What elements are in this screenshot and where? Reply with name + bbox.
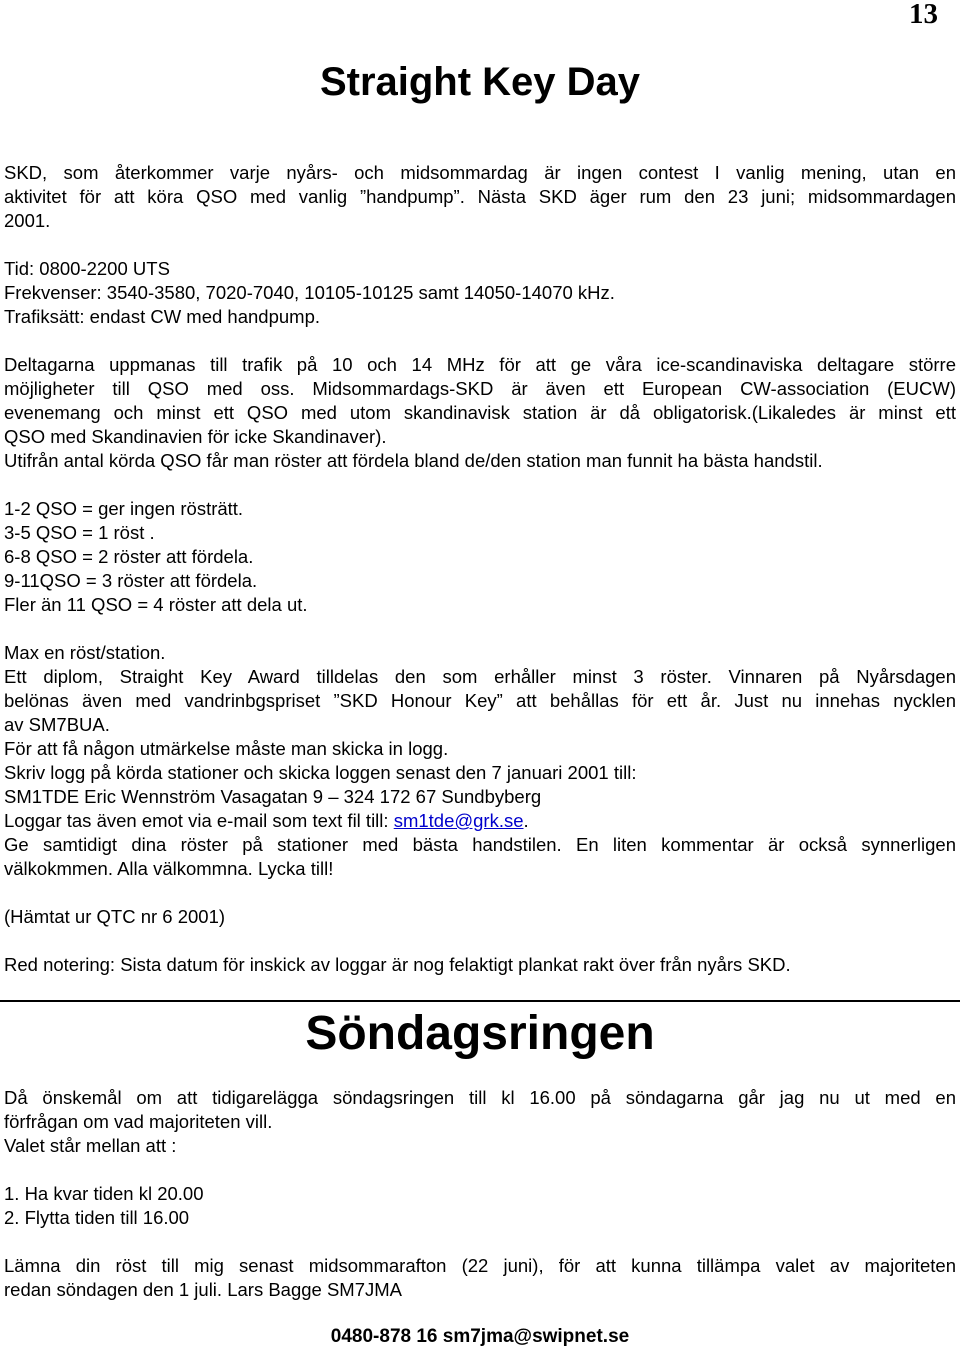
paragraph-line: Valet står mellan att :: [4, 1135, 177, 1156]
section-divider: [0, 1000, 960, 1002]
vote-rule: Fler än 11 QSO = 4 röster att dela ut.: [4, 594, 308, 615]
email-link[interactable]: sm1tde@grk.se: [393, 810, 524, 831]
paragraph-line: Då önskemål om att tidigarelägga söndagsringen till kl 16.00 på söndagarna går jag nu ut med en: [4, 1087, 956, 1108]
vote-rule: 3-5 QSO = 1 röst .: [4, 522, 155, 543]
postal-address: SM1TDE Eric Wennström Vasagatan 9 – 324 172 67 Sundbyberg: [4, 786, 542, 807]
paragraph-line: belönas även med vandrinbgspriset ”SKD Honour Key” att behållas för ett år. Just nu innehas nycklen: [4, 690, 956, 711]
detail-time: Tid: 0800-2200 UTS: [4, 258, 170, 279]
email-suffix: .: [523, 810, 529, 831]
paragraph-line: evenemang och minst ett QSO med utom skandinavisk station är då obligatorisk.(Likaledes är minst ett: [4, 402, 956, 423]
footer-contact: 0480-878 16 sm7jma@swipnet.se: [330, 1326, 630, 1347]
source-note: (Hämtat ur QTC nr 6 2001): [4, 906, 226, 927]
section-title: Söndagsringen: [305, 1007, 655, 1060]
paragraph-line: Max en röst/station.: [4, 642, 166, 663]
page-number: 13: [909, 0, 938, 30]
vote-rule: 6-8 QSO = 2 röster att fördela.: [4, 546, 254, 567]
paragraph-line: aktivitet för att köra QSO med vanlig ”handpump”. Nästa SKD äger rum den 23 juni; midsommardagen: [4, 186, 956, 207]
paragraph-line: redan söndagen den 1 juli. Lars Bagge SM7JMA: [4, 1279, 403, 1300]
vote-rule: 1-2 QSO = ger ingen rösträtt.: [4, 498, 244, 519]
paragraph-line: Ge samtidigt dina röster på stationer med bästa handstilen. En liten kommentar är också synnerligen: [4, 834, 956, 855]
paragraph-line: välkokmmen. Alla välkommna. Lycka till!: [4, 858, 334, 879]
list-item: 2. Flytta tiden till 16.00: [4, 1207, 190, 1228]
list-item: 1. Ha kvar tiden kl 20.00: [4, 1183, 204, 1204]
page-title: Straight Key Day: [319, 60, 641, 104]
paragraph-line: För att få någon utmärkelse måste man skicka in logg.: [4, 738, 449, 759]
red-note: Red notering: Sista datum för inskick av loggar är nog felaktigt plankat rakt över från nyårs SKD.: [4, 954, 791, 975]
paragraph-line: förfrågan om vad majoriteten vill.: [4, 1111, 273, 1132]
paragraph-line: Lämna din röst till mig senast midsommarafton (22 juni), för att kunna tillämpa valet av majoriteten: [4, 1255, 956, 1276]
vote-rule: 9-11QSO = 3 röster att fördela.: [4, 570, 258, 591]
paragraph-line: Utifrån antal körda QSO får man röster att fördela bland de/den station man funnit ha bästa handstil.: [4, 450, 823, 471]
email-prefix: Loggar tas även emot via e-mail som text fil till:: [4, 810, 394, 831]
paragraph-line: QSO med Skandinavien för icke Skandinaver).: [4, 426, 387, 447]
paragraph-line: SKD, som återkommer varje nyårs- och midsommardag är ingen contest I vanlig mening, utan en: [4, 162, 956, 183]
paragraph-line: 2001.: [4, 210, 51, 231]
email-line: [4, 809, 956, 833]
paragraph-line: Deltagarna uppmanas till trafik på 10 och 14 MHz för att ge våra ice-scandinaviska deltagare större: [4, 354, 956, 375]
detail-frequencies: Frekvenser: 3540-3580, 7020-7040, 10105-10125 samt 14050-14070 kHz.: [4, 282, 615, 303]
paragraph-line: av SM7BUA.: [4, 714, 110, 735]
paragraph-line: möjligheter till QSO med oss. Midsommardags-SKD är även ett European CW-association (EUCW): [4, 378, 956, 399]
detail-mode: Trafiksätt: endast CW med handpump.: [4, 306, 321, 327]
paragraph-line: Skriv logg på körda stationer och skicka loggen senast den 7 januari 2001 till:: [4, 762, 637, 783]
paragraph-line: Ett diplom, Straight Key Award tilldelas den som erhåller minst 3 röster. Vinnaren på Nyårsdagen: [4, 666, 956, 687]
